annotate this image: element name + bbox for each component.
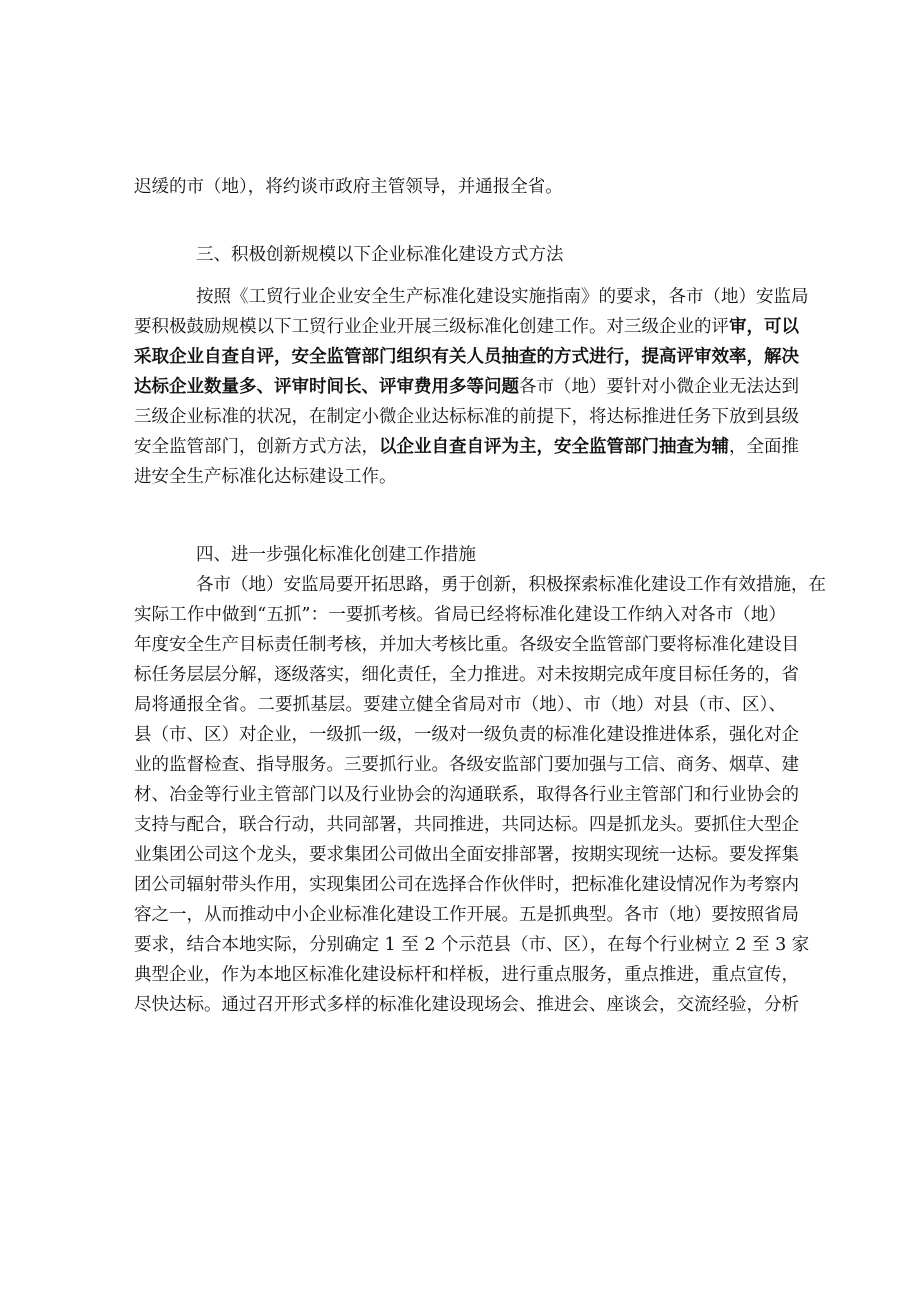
paragraph-line: 县（市、区）对企业，一级抓一级，一级对一级负责的标准化建设推进体系，强化对企 [134, 725, 799, 745]
paragraph-line: 尽快达标。通过召开形式多样的标准化建设现场会、推进会、座谈会，交流经验，分析 [134, 995, 799, 1015]
text-run: 要积极鼓励规模以下工贸行业企业开展三级标准化创建工作。对三级企业的评 [134, 317, 729, 337]
section-heading-4: 四、进一步强化标准化创建工作措施 [196, 545, 476, 565]
bold-text-run: 达标企业数量多、评审时间长、评审费用多等问题 [134, 377, 519, 397]
paragraph-line [134, 312, 799, 342]
paragraph-line: 要求，结合本地实际，分别确定 1 至 2 个示范县（市、区），在每个行业树立 2 至 3 家 [134, 935, 810, 955]
text-run: ，全面推 [729, 437, 799, 457]
bold-text-run: 以企业自查自评为主，安全监管部门抽查为辅 [379, 437, 729, 457]
bold-text-run: 审，可以 [729, 317, 799, 337]
text-run: 安全监管部门，创新方式方法， [134, 437, 379, 457]
paragraph-line [134, 372, 799, 402]
section-heading-3: 三、积极创新规模以下企业标准化建设方式方法 [196, 245, 564, 265]
paragraph-line: 支持与配合，联合行动，共同部署，共同推进，共同达标。四是抓龙头。要抓住大型企 [134, 815, 799, 835]
paragraph-line: 局将通报全省。二要抓基层。要建立健全省局对市（地）、市（地）对县（市、区）、 [134, 695, 786, 715]
paragraph-line-bold: 采取企业自查自评，安全监管部门组织有关人员抽查的方式进行，提高评审效率，解决 [134, 347, 799, 367]
paragraph-line: 三级企业标准的状况，在制定小微企业达标标准的前提下，将达标推进任务下放到县级 [134, 407, 799, 427]
paragraph-line: 业的监督检查、指导服务。三要抓行业。各级安监部门要加强与工信、商务、烟草、建 [134, 755, 799, 775]
paragraph-line: 标任务层层分解，逐级落实，细化责任，全力推进。对未按期完成年度目标任务的，省 [134, 665, 799, 685]
paragraph-line: 实际工作中做到“五抓”：一要抓考核。省局已经将标准化建设工作纳入对各市（地） [134, 605, 786, 625]
paragraph-line: 容之一，从而推动中小企业标准化建设工作开展。五是抓典型。各市（地）要按照省局 [134, 905, 799, 925]
paragraph-line [134, 432, 799, 462]
paragraph-line: 业集团公司这个龙头，要求集团公司做出全面安排部署，按期实现统一达标。要发挥集 [134, 845, 799, 865]
paragraph-line: 年度安全生产目标责任制考核，并加大考核比重。各级安全监管部门要将标准化建设目 [134, 635, 799, 655]
paragraph-line: 典型企业，作为本地区标准化建设标杆和样板，进行重点服务，重点推进，重点宣传， [134, 965, 799, 985]
paragraph-line: 进安全生产标准化达标建设工作。 [134, 467, 397, 487]
paragraph-line: 按照《工贸行业企业安全生产标准化建设实施指南》的要求，各市（地）安监局 [196, 287, 809, 307]
paragraph-line: 迟缓的市（地），将约谈市政府主管领导，并通报全省。 [134, 177, 563, 197]
paragraph-line: 各市（地）安监局要开拓思路，勇于创新，积极探索标准化建设工作有效措施，在 [196, 575, 826, 595]
text-run: 各市（地）要针对小微企业无法达到 [519, 377, 799, 397]
paragraph-line: 团公司辐射带头作用，实现集团公司在选择合作伙伴时，把标准化建设情况作为考察内 [134, 875, 799, 895]
paragraph-line: 材、冶金等行业主管部门以及行业协会的沟通联系，取得各行业主管部门和行业协会的 [134, 785, 799, 805]
